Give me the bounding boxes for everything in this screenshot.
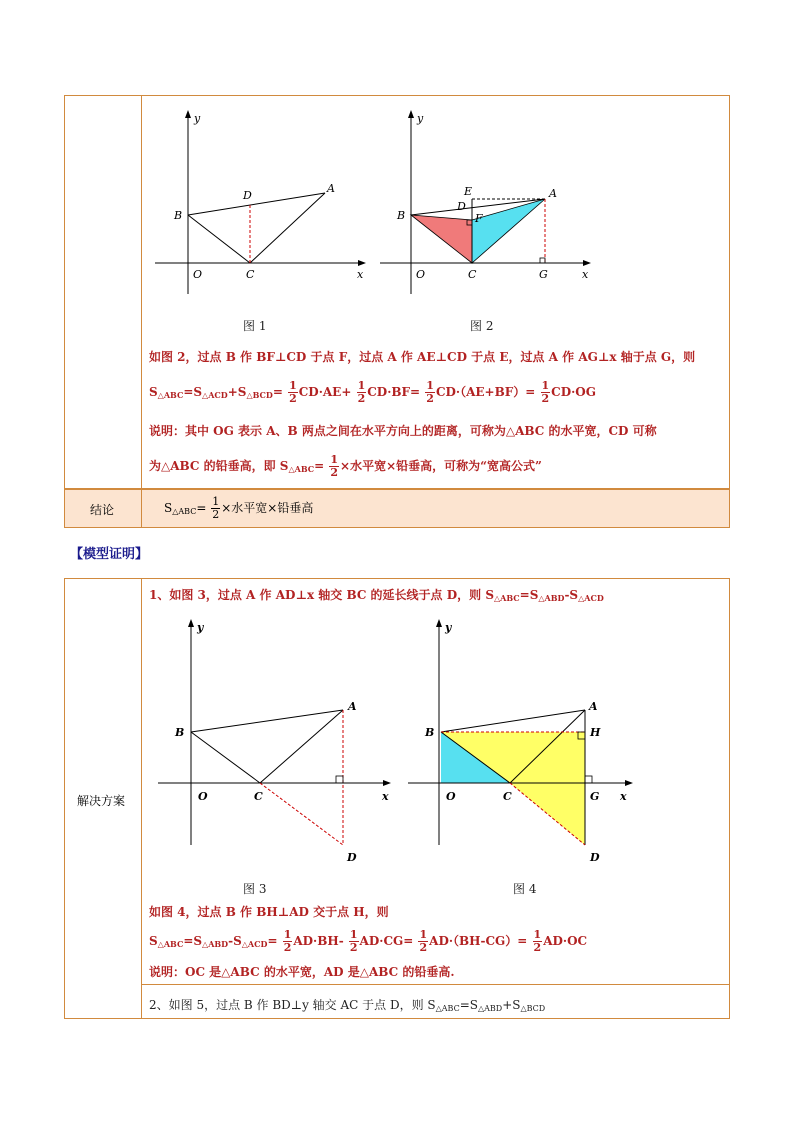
conclusion-label: 结论 [90, 503, 115, 517]
svg-text:F: F [475, 212, 483, 225]
para1-line3: 说明：其中 OG 表示 A、B 两点之间在水平方向上的距离，可称为△ABC 的水平宽，CD 可称 [149, 424, 657, 438]
fig4-caption: 图 4 [513, 882, 537, 896]
svg-text:C: C [254, 790, 263, 803]
fig1-B: B [174, 209, 183, 222]
fig1-O: O [193, 268, 203, 281]
solution-label: 解决方案 [77, 794, 126, 808]
section-title: 【模型证明】 [70, 547, 149, 562]
svg-text:A: A [348, 700, 357, 713]
table-bottom [64, 578, 730, 1019]
figure-2 [375, 106, 600, 306]
svg-text:O: O [198, 790, 208, 803]
svg-text:x: x [382, 790, 389, 803]
para2-line1: 1、如图 3，过点 A 作 AD⊥x 轴交 BC 的延长线于点 D，则 $S_{\triangle ABC}=S_{\triangle ABD}-S_{\triangle ACD}$ [149, 588, 604, 603]
svg-text:y: y [417, 112, 424, 125]
figure-4 [403, 615, 648, 865]
svg-text:B: B [397, 209, 406, 222]
svg-text:C: C [503, 790, 512, 803]
para1-line4: 为△ABC 的铅垂高，即 $S_{\triangle ABC}=$ $\frac{1}{2}$ ×水平宽×铅垂高，可称为“宽高公式” [149, 453, 542, 479]
svg-text:x: x [620, 790, 627, 803]
svg-text:B: B [425, 726, 435, 739]
fig1-y: y [194, 112, 201, 125]
fig3-caption: 图 3 [243, 882, 267, 896]
svg-text:D: D [457, 200, 466, 213]
svg-text:O: O [416, 268, 426, 281]
svg-text:A: A [589, 700, 598, 713]
svg-text:A: A [549, 187, 557, 200]
fig2-caption: 图 2 [470, 319, 494, 333]
svg-text:C: C [468, 268, 477, 281]
svg-text:y: y [445, 621, 452, 634]
svg-text:B: B [175, 726, 185, 739]
fig1-D: D [243, 189, 252, 202]
svg-text:D: D [347, 851, 357, 864]
para2-line4: 说明：OC 是△ABC 的水平宽，AD 是△ABC 的铅垂高. [149, 965, 455, 979]
fig1-C: C [246, 268, 255, 281]
svg-text:O: O [446, 790, 456, 803]
svg-text:G: G [539, 268, 548, 281]
svg-text:G: G [590, 790, 600, 803]
svg-text:x: x [582, 268, 589, 281]
para2-line2: 如图 4，过点 B 作 BH⊥AD 交于点 H，则 [149, 905, 389, 919]
fig1-x: x [357, 268, 364, 281]
para1-formula: $S_{\triangle ABC}=S_{\triangle ACD}+S_{\triangle BCD}=$ $\frac{1}{2}$ CD·AE+ $\frac{1}{2}$ CD·BF= $\frac{1}{2}$ CD·（AE+BF）= $\frac{1}{2}$ CD·OG [149, 379, 596, 405]
fig1-A: A [327, 182, 335, 195]
svg-text:D: D [590, 851, 600, 864]
figure-3 [153, 615, 398, 865]
svg-text:y: y [197, 621, 204, 634]
figure-1 [150, 106, 370, 306]
para2-formula: $S_{\triangle ABC}=S_{\triangle ABD}-S_{\triangle ACD}=$ $\frac{1}{2}$ AD·BH- $\frac{1}{2}$ AD·CG= $\frac{1}{2}$ AD·（BH-CG）= $\frac{1}{2}$ AD·OC [149, 928, 588, 954]
svg-text:H: H [590, 726, 601, 739]
conclusion-text: $S_{\triangle ABC}=$ $\frac{1}{2}$ ×水平宽×铅垂高 [164, 495, 314, 521]
svg-text:E: E [464, 185, 473, 198]
table-top [64, 95, 730, 528]
fig1-caption: 图 1 [243, 319, 267, 333]
para3-line: 2、如图 5，过点 B 作 BD⊥y 轴交 AC 于点 D，则 $S_{\triangle ABC}=S_{\triangle ABD}+S_{\triangle BCD}$ [149, 998, 546, 1013]
para1-line1: 如图 2，过点 B 作 BF⊥CD 于点 F，过点 A 作 AE⊥CD 于点 E，过点 A 作 AG⊥x 轴于点 G，则 [149, 350, 696, 364]
